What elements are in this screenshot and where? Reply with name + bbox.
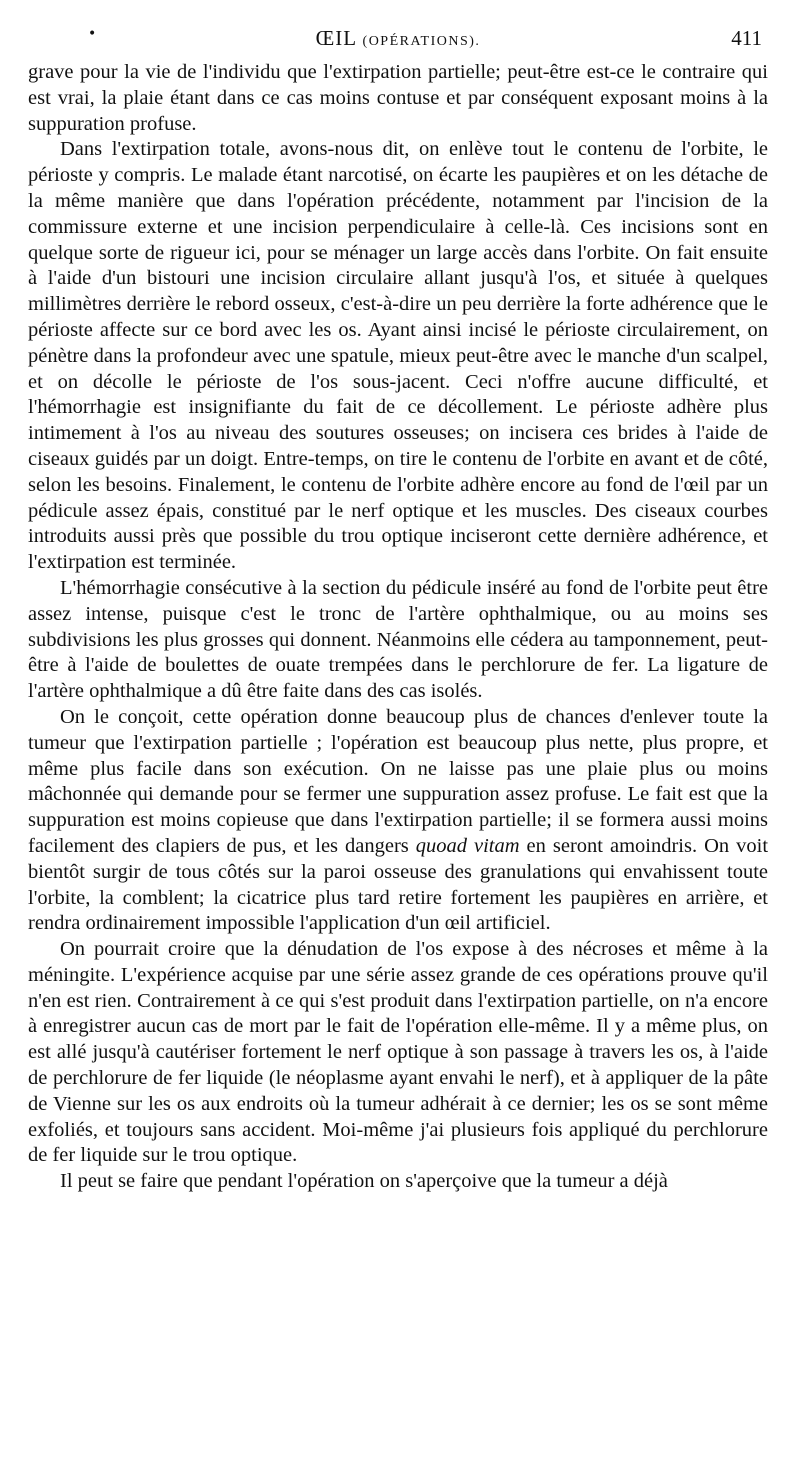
body-text xyxy=(28,60,768,1195)
paragraph: Dans l'extirpation totale, avons-nous dit, on enlève tout le contenu de l'orbite, le périoste y compris. Le malade étant narcotisé, on écarte les paupières et on les détache de la même manière que dans l'opération précédente, notamment par l'incision de la commissure externe et une incision perpendiculaire à celle-là. Ces incisions sont en quelque sorte de rigueur ici, pour se ménager un large accès dans l'orbite. On fait ensuite à l'aide d'un bistouri une incision circulaire allant jusqu'à l'os, et située à quelques millimètres derrière le rebord osseux, c'est-à-dire un peu derrière la forte adhérence que le périoste affecte sur ce bord avec les os. Ayant ainsi incisé le périoste circulairement, on pénètre dans la profondeur avec une spatule, mieux peut-être avec le manche d'un scalpel, et on décolle le périoste de l'os sous-jacent. Ceci n'offre aucune difficulté, et l'hémorrhagie est insignifiante du fait de ce décollement. Le périoste adhère plus intimement à l'os au niveau des soutures osseuses; on incisera ces brides à l'aide de ciseaux guidés par un doigt. Entre-temps, on tire le contenu de l'orbite en avant et de côté, selon les besoins. Finalement, le contenu de l'orbite adhère encore au fond de l'œil par un pédicule assez épais, constitué par le nerf optique et les muscles. Des ciseaux courbes introduits aussi près que possible du trou optique inciseront cette dernière adhérence, et l'extirpation est terminée. xyxy=(28,138,768,574)
paragraph xyxy=(28,705,768,937)
running-header xyxy=(28,26,768,54)
paragraph: On pourrait croire que la dénudation de l'os expose à des nécroses et même à la méningite. L'expérience acquise par une série assez grande de ces opérations prouve qu'il n'en est rien. Contrairement à ce qui s'est produit dans l'extirpation partielle, on n'a encore à enregistrer aucun cas de mort par le fait de l'opération elle-même. Il y a même plus, on est allé jusqu'à cautériser fortement le nerf optique à son passage à travers les os, à l'aide de perchlorure de fer liquide (le néoplasme ayant envahi le nerf), et à appliquer de la pâte de Vienne sur les os aux endroits où la tumeur adhérait à ce dernier; les os se sont même exfoliés, et toujours sans accident. Moi-même j'ai plusieurs fois appliqué du perchlorure de fer liquide sur le trou optique. xyxy=(28,938,768,1167)
running-title xyxy=(28,26,768,51)
paragraph: Il peut se faire que pendant l'opération on s'aperçoive que la tumeur a déjà xyxy=(60,1170,668,1193)
paragraph-text: en seront amoindris. On voit bientôt surgir de tous côtés sur la paroi osseuse des granulations qui envahissent toute l'orbite, la comblent; la cicatrice plus tard retire fortement les paupières en arrière, et rendra ordinairement impossible l'application d'un œil artificiel. xyxy=(28,834,769,935)
running-title-main: ŒIL xyxy=(315,26,357,50)
paragraph-text: On le conçoit, cette opération donne beaucoup plus de chances d'enlever toute la tumeur que l'extirpation partielle ; l'opération est beaucoup plus nette, plus propre, et même plus facile dans son exécution. On ne laisse pas une plaie plus ou moins mâchonnée qui demande pour se fermer une suppuration assez profuse. Le fait est que la suppuration est moins copieuse que dans l'extirpation partielle; il se formera aussi moins facilement des clapiers de pus, et les dangers xyxy=(28,705,768,857)
latin-phrase: quoad vitam xyxy=(415,834,520,857)
page-number: 411 xyxy=(731,26,762,50)
running-title-sub: (OPÉRATIONS). xyxy=(362,34,481,49)
printer-mark: • xyxy=(88,26,97,42)
paragraph: L'hémorrhagie consécutive à la section du pédicule inséré au fond de l'orbite peut être assez intense, puisque c'est le tronc de l'artère ophthalmique, ou au moins ses subdivisions les plus grosses qui donnent. Néanmoins elle cédera au tamponnement, peut-être à l'aide de boulettes de ouate trempées dans le perchlorure de fer. La ligature de l'artère ophthalmique a dû être faite dans des cas isolés. xyxy=(28,576,768,703)
paragraph-continuation: grave pour la vie de l'individu que l'extirpation partielle; peut-être est-ce le contraire qui est vrai, la plaie étant dans ce cas moins contuse et par conséquent exposant moins à la suppuration profuse. xyxy=(28,61,768,135)
